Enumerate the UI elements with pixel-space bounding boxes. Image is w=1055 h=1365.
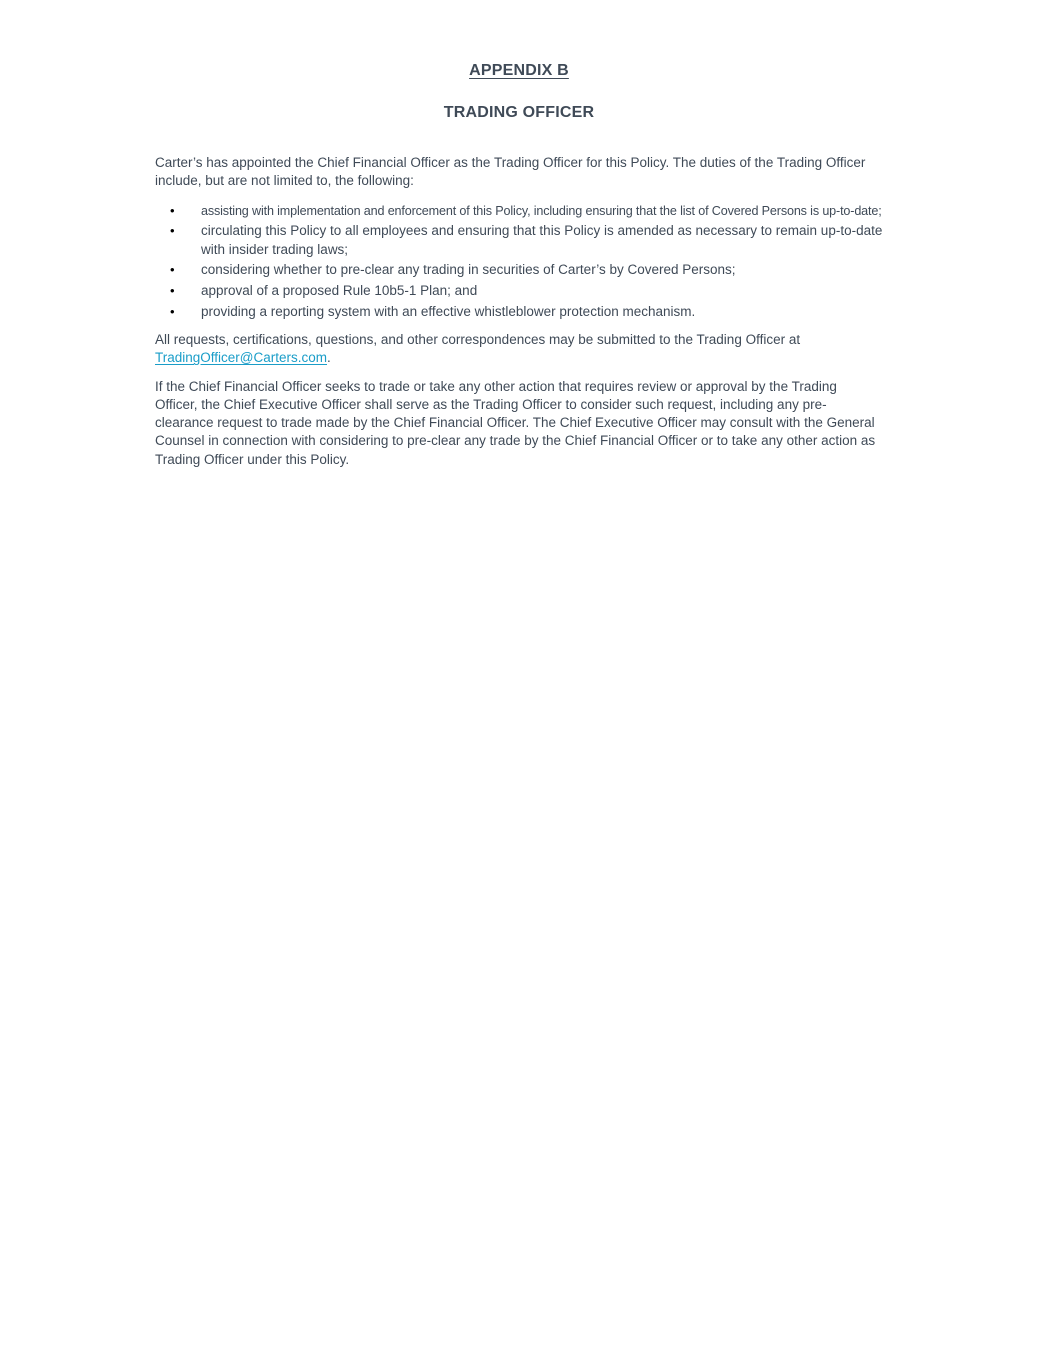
list-item xyxy=(155,282,883,300)
bullet-icon: • xyxy=(170,202,175,218)
list-item xyxy=(155,261,883,279)
document-page xyxy=(155,60,883,469)
duty-text: approval of a proposed Rule 10b5-1 Plan; and xyxy=(201,282,478,298)
section-title: TRADING OFFICER xyxy=(443,104,595,121)
duty-text: considering whether to pre-clear any trading in securities of Carter’s by Covered Persons; xyxy=(201,262,736,278)
appendix-title: APPENDIX B xyxy=(469,62,569,79)
bullet-icon: • xyxy=(170,223,175,239)
duty-text: providing a reporting system with an effective whistleblower protection mechanism. xyxy=(201,303,696,319)
list-item xyxy=(155,303,883,321)
duties-list xyxy=(155,202,883,321)
duty-text: assisting with implementation and enforcement of this Policy, including ensuring that the list of Covered Persons is up-to-date; xyxy=(201,203,882,218)
intro-paragraph: Carter’s has appointed the Chief Financial Officer as the Trading Officer for this Policy. The duties of the Trading Officer include, but are not limited to, the following: xyxy=(155,155,866,189)
requests-text: All requests, certifications, questions, and other correspondences may be submitted to the Trading Officer at xyxy=(155,331,801,347)
list-item xyxy=(155,202,883,220)
requests-paragraph xyxy=(155,331,883,368)
list-item xyxy=(155,222,883,259)
duty-text: circulating this Policy to all employees and ensuring that this Policy is amended as necessary to remain up-to-date with insider trading laws; xyxy=(201,223,883,257)
bullet-icon: • xyxy=(170,282,175,298)
bullet-icon: • xyxy=(170,262,175,278)
closing-paragraph: If the Chief Financial Officer seeks to trade or take any other action that requires review or approval by the Trading Officer, the Chief Executive Officer shall serve as the Trading Officer to consider such request, including any pre-clearance request to trade made by the Chief Financial Officer. The Chief Executive Officer may consult with the General Counsel in connection with considering to pre-clear any trade by the Chief Financial Officer or to take any other action as Trading Officer under this Policy. xyxy=(155,378,876,467)
bullet-icon: • xyxy=(170,303,175,319)
trading-officer-email-link[interactable]: TradingOfficer@Carters.com xyxy=(155,350,327,366)
email-suffix: . xyxy=(327,350,331,366)
